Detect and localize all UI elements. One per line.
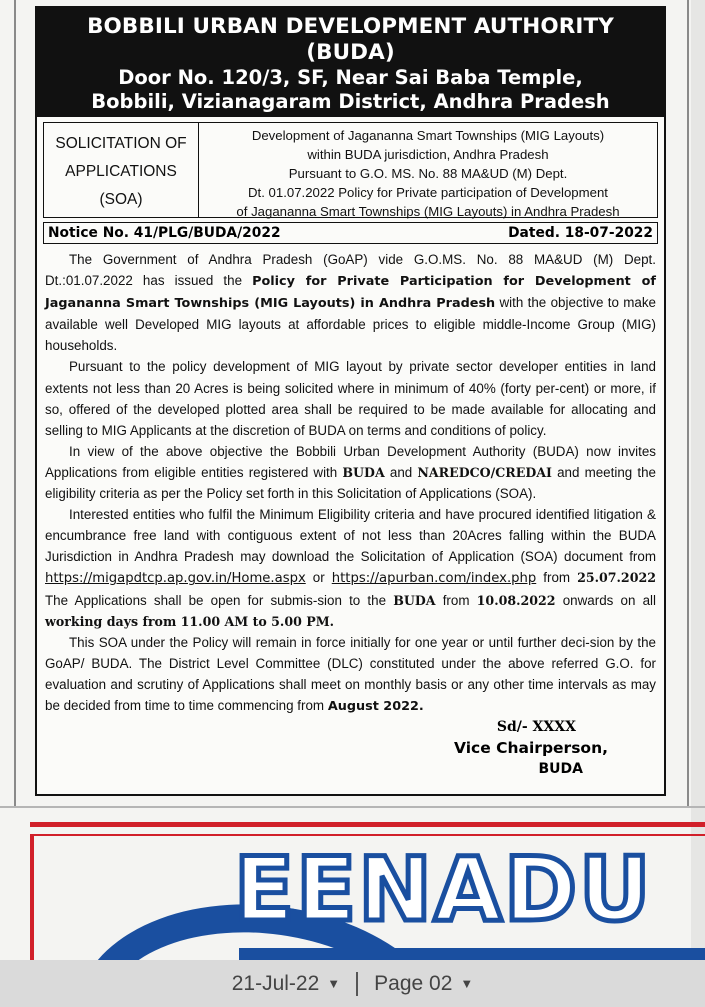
organization-name: BOBBILI URBAN DEVELOPMENT AUTHORITY (BUDA) <box>87 14 614 65</box>
page-label: Page 02 <box>374 971 453 995</box>
column-rule-right <box>687 0 689 808</box>
masthead-rule <box>30 822 705 827</box>
soa-subject-line-1: Development of Jagananna Smart Townships (MIG Layouts) <box>251 128 605 143</box>
signature-block <box>37 717 664 780</box>
notice-body <box>37 244 664 717</box>
soa-title-box <box>43 122 658 218</box>
soa-subject-line-2: within BUDA jurisdiction, Andhra Pradesh <box>307 147 549 162</box>
p4-onwards: onwards on all <box>555 592 656 608</box>
page-selector[interactable] <box>364 972 483 996</box>
section-divider <box>0 806 705 808</box>
p5-text: This SOA under the Policy will remain in force initially for one year or until further deci-sion by the GoAP/ BUDA. The District Level Committee (DLC) constituted under the above referred G.O. for evaluation and scrutiny of Applications shall meet on monthly basis or any other time intervals as may be decided from time to time commencing from <box>45 634 656 713</box>
download-date: 25.07.2022 <box>577 570 656 586</box>
p3-and: and <box>384 464 418 480</box>
eenadu-logo: EENADU <box>234 838 653 941</box>
column-rule-left <box>14 0 16 808</box>
soa-label-line-2: APPLICATIONS <box>65 163 177 180</box>
signature: Sd/- XXXX <box>496 719 576 736</box>
paragraph-1 <box>45 249 656 356</box>
soa-subject <box>199 123 657 217</box>
policy-title: Policy for Private Participation for Development of Jagananna Smart Townships (MIG Layouts) in Andhra Pradesh <box>45 274 656 312</box>
p3-text: In view of the above objective the Bobbili Urban Development Authority (BUDA) now invites Applications from eligible entities registered with <box>45 443 656 480</box>
date-label: 21-Jul-22 <box>231 971 320 995</box>
soa-label-line-3: (SOA) <box>99 191 143 208</box>
address-line-1: Door No. 120/3, SF, Near Sai Baba Temple, <box>118 66 583 89</box>
p4-text-mid: The Applications shall be open for submis-sion to the <box>45 592 394 608</box>
commencement-month: August 2022. <box>327 698 424 714</box>
notice-row <box>43 222 658 244</box>
adjacent-column <box>691 0 705 960</box>
paragraph-5 <box>45 632 656 717</box>
notice-number: Notice No. 41/PLG/BUDA/2022 <box>48 225 281 241</box>
soa-subject-line-5: of Jagananna Smart Townships (MIG Layouts) in Andhra Pradesh <box>236 204 620 219</box>
soa-subject-line-4: Dt. 01.07.2022 Policy for Private participation of Development <box>248 185 608 200</box>
p3-naredco: NAREDCO/CREDAI <box>417 464 552 480</box>
signatory-org: BUDA <box>538 761 583 778</box>
viewer-footer <box>0 960 705 1007</box>
caret-down-icon: ▼ <box>460 976 474 991</box>
soa-label-line-1: SOLICITATION OF <box>55 135 187 152</box>
paragraph-3 <box>45 441 656 504</box>
working-hours: working days from 11.00 AM to 5.00 PM. <box>45 613 335 629</box>
p4-or: or <box>305 570 332 586</box>
p3-buda: BUDA <box>342 464 385 480</box>
paragraph-2: Pursuant to the policy development of MIG layout by private sector developer entities in land extents not less than 20 Acres is being solicited where in minimum of 40% (forty per-cent) or more, if so, offered of the developed plotted area shall be required to be made available for allocating and selling to MIG Applicants at the discretion of BUDA on terms and conditions of policy. <box>45 359 656 438</box>
submission-date: 10.08.2022 <box>476 592 556 608</box>
p4-from-2: from <box>435 592 477 608</box>
soa-label <box>44 123 199 217</box>
ad-header <box>37 8 664 117</box>
date-selector[interactable] <box>222 972 350 996</box>
p4-from: from <box>536 570 578 586</box>
soa-advertisement <box>35 6 666 796</box>
p4-text: Interested entities who fulfil the Minimum Eligibility criteria and have procured identified litigation & encumbrance free land with contiguous extent of not less than 20Acres falling within the BUDA Jurisdiction in Andhra Pradesh may download the Solicitation of Application (SOA) document from <box>45 507 656 565</box>
p4-buda: BUDA <box>393 592 436 608</box>
footer-separator <box>356 972 358 996</box>
p1-text-end: with the objective to make available well Developed MIG layouts at affordable prices to eligible middle-Income Group (MIG) households. <box>45 295 656 354</box>
p3-text-end: and meeting the eligibility criteria as per the Policy set forth in this Solicitation of Applications (SOA). <box>45 464 656 502</box>
soa-subject-line-3: Pursuant to G.O. MS. No. 88 MA&UD (M) Dept. <box>288 166 568 181</box>
notice-date: Dated. 18-07-2022 <box>508 225 653 241</box>
eenadu-masthead <box>30 834 705 960</box>
caret-down-icon: ▼ <box>327 976 341 991</box>
apurban-link[interactable]: https://apurban.com/index.php <box>331 571 537 587</box>
address-line-2: Bobbili, Vizianagaram District, Andhra Pradesh <box>91 89 610 113</box>
migapdtcp-link[interactable]: https://migapdtcp.ap.gov.in/Home.aspx <box>45 571 306 587</box>
masthead-bar <box>239 948 705 960</box>
paragraph-4 <box>45 504 656 632</box>
p1-text: The Government of Andhra Pradesh (GoAP) vide G.O.MS. No. 88 MA&UD (M) Dept. Dt.:01.07.2022 has issued the <box>45 252 656 289</box>
signatory-title: Vice Chairperson, <box>453 739 608 758</box>
